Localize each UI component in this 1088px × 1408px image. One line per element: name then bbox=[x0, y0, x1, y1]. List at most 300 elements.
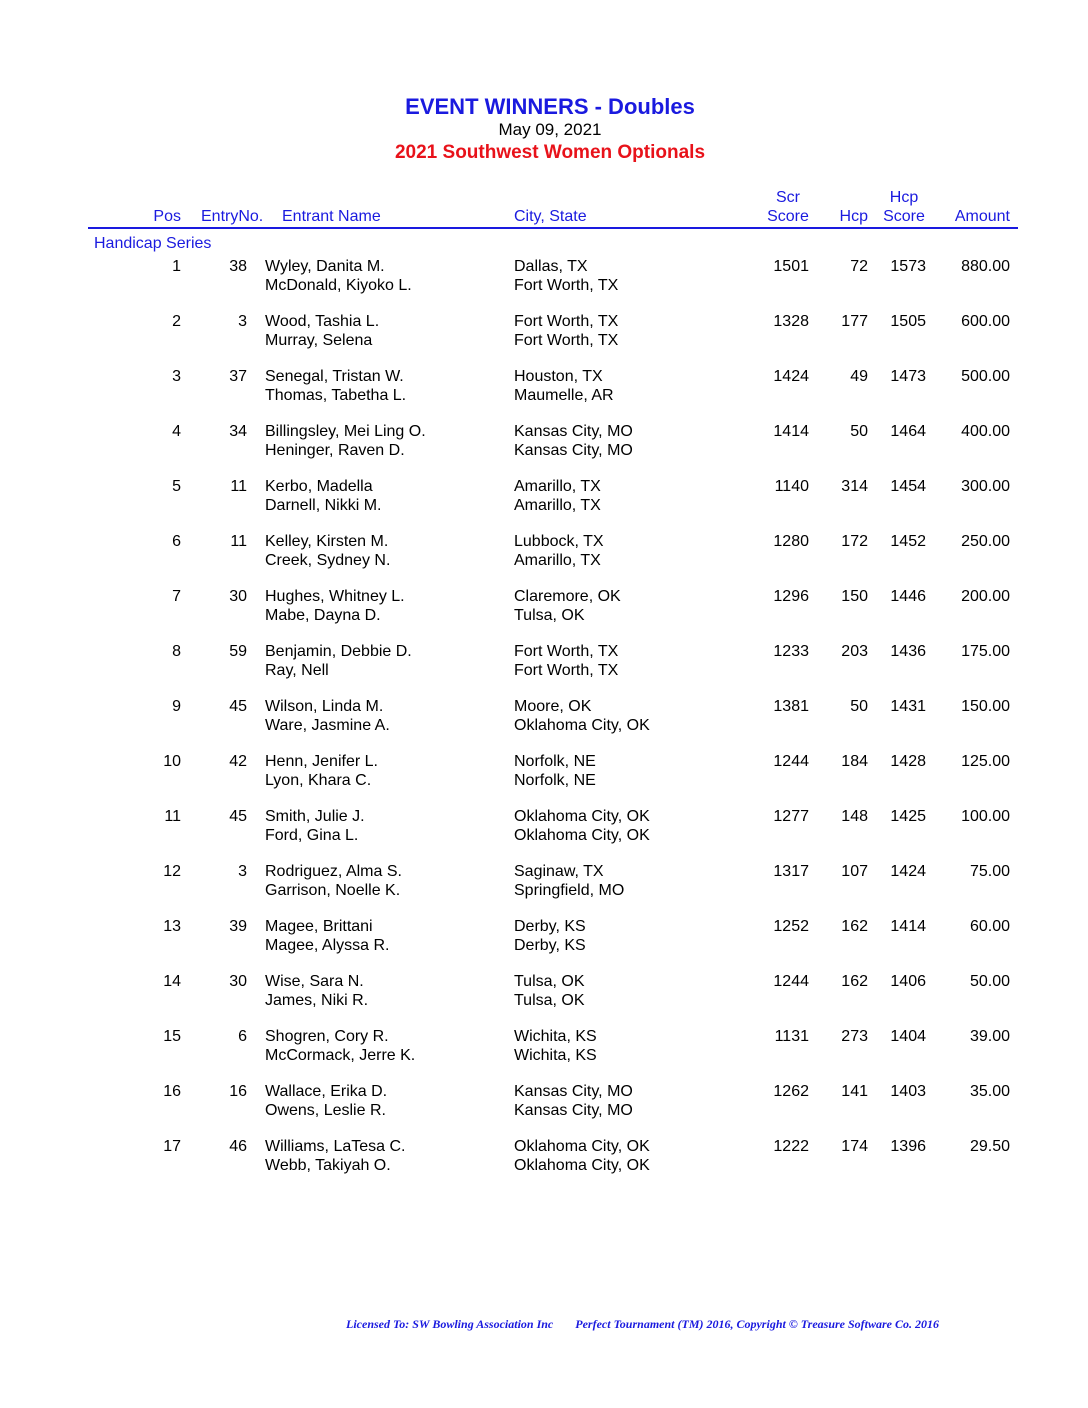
cell-city-state-line: Fort Worth, TX bbox=[514, 661, 619, 679]
cell-hcp-score bbox=[890, 533, 926, 552]
cell-pos bbox=[163, 973, 181, 992]
cell-pos-line: 16 bbox=[163, 1083, 181, 1100]
cell-entrant-names-line: Shogren, Cory R. bbox=[265, 1028, 389, 1045]
col-header-scr-bottom: Score bbox=[767, 208, 809, 225]
cell-entrant-names-line: Lyon, Khara C. bbox=[265, 771, 372, 789]
cell-city-state bbox=[514, 588, 621, 625]
cell-city-state bbox=[514, 808, 650, 845]
cell-entry-no bbox=[230, 533, 247, 552]
cell-pos-line: 8 bbox=[172, 643, 181, 660]
cell-city-state-line: Moore, OK bbox=[514, 698, 592, 715]
cell-hcp bbox=[841, 588, 868, 607]
footer bbox=[346, 1317, 939, 1332]
cell-city-state-line: Amarillo, TX bbox=[514, 496, 601, 514]
cell-pos-line: 2 bbox=[172, 313, 181, 330]
cell-hcp-score bbox=[890, 313, 926, 332]
cell-hcp-line: 177 bbox=[841, 313, 868, 330]
event-date: May 09, 2021 bbox=[498, 120, 602, 139]
cell-amount bbox=[961, 258, 1010, 277]
cell-pos-line: 10 bbox=[163, 753, 181, 770]
table-row bbox=[0, 313, 1088, 353]
cell-entry-no-line: 45 bbox=[229, 808, 247, 825]
cell-scr-score-line: 1252 bbox=[773, 918, 809, 935]
section-label: Handicap Series bbox=[94, 235, 212, 252]
cell-hcp bbox=[841, 753, 868, 772]
cell-entrant-names-line: Ware, Jasmine A. bbox=[265, 716, 390, 734]
cell-entry-no-line: 30 bbox=[229, 973, 247, 990]
cell-hcp-score bbox=[890, 643, 926, 662]
cell-city-state bbox=[514, 1138, 650, 1175]
cell-city-state-line: Amarillo, TX bbox=[514, 478, 601, 495]
cell-hcp-score-line: 1404 bbox=[890, 1028, 926, 1045]
cell-city-state-line: Kansas City, MO bbox=[514, 441, 633, 459]
cell-city-state-line: Fort Worth, TX bbox=[514, 331, 619, 349]
cell-hcp-line: 162 bbox=[841, 918, 868, 935]
cell-entry-no-line: 37 bbox=[229, 368, 247, 385]
cell-hcp-score-line: 1446 bbox=[890, 588, 926, 605]
cell-scr-score-line: 1277 bbox=[773, 808, 809, 825]
cell-hcp-score-line: 1424 bbox=[890, 863, 926, 880]
cell-city-state-line: Kansas City, MO bbox=[514, 1101, 633, 1119]
cell-city-state bbox=[514, 698, 650, 735]
cell-entrant-names-line: Thomas, Tabetha L. bbox=[265, 386, 407, 404]
cell-entrant-names bbox=[265, 423, 426, 460]
col-header-hcpscore-top: Hcp bbox=[889, 189, 919, 206]
cell-city-state-line: Amarillo, TX bbox=[514, 551, 601, 569]
cell-scr-score-line: 1328 bbox=[773, 313, 809, 330]
table-row bbox=[0, 258, 1088, 298]
cell-amount bbox=[961, 423, 1010, 442]
cell-pos bbox=[172, 698, 181, 717]
cell-hcp-line: 203 bbox=[841, 643, 868, 660]
cell-entrant-names bbox=[265, 918, 390, 955]
cell-amount bbox=[961, 313, 1010, 332]
cell-amount-line: 200.00 bbox=[961, 588, 1010, 605]
cell-entrant-names bbox=[265, 313, 379, 350]
cell-city-state-line: Oklahoma City, OK bbox=[514, 826, 650, 844]
cell-city-state-line: Lubbock, TX bbox=[514, 533, 604, 550]
cell-hcp-score-line: 1573 bbox=[890, 258, 926, 275]
cell-city-state bbox=[514, 313, 618, 350]
col-header-entry: EntryNo. bbox=[201, 208, 264, 225]
cell-city-state-line: Oklahoma City, OK bbox=[514, 1156, 650, 1174]
cell-entrant-names bbox=[265, 808, 365, 845]
cell-entry-no bbox=[238, 313, 247, 332]
cell-city-state bbox=[514, 1028, 597, 1065]
cell-entry-no-line: 11 bbox=[230, 478, 247, 495]
cell-amount bbox=[961, 588, 1010, 607]
cell-entrant-names-line: McCormack, Jerre K. bbox=[265, 1046, 416, 1064]
cell-hcp-score bbox=[890, 973, 926, 992]
cell-hcp-score bbox=[890, 368, 926, 387]
cell-scr-score bbox=[773, 1083, 809, 1102]
cell-hcp-line: 172 bbox=[841, 533, 868, 550]
cell-city-state bbox=[514, 258, 618, 295]
cell-city-state-line: Fort Worth, TX bbox=[514, 276, 619, 294]
cell-entrant-names bbox=[265, 368, 406, 405]
cell-hcp-line: 107 bbox=[841, 863, 868, 880]
page-title: EVENT WINNERS - Doubles bbox=[405, 94, 695, 119]
cell-entry-no bbox=[229, 698, 247, 717]
cell-city-state bbox=[514, 863, 624, 900]
cell-scr-score bbox=[773, 918, 809, 937]
cell-pos-line: 7 bbox=[172, 588, 181, 605]
table-row bbox=[0, 368, 1088, 408]
cell-hcp bbox=[850, 423, 868, 442]
cell-entry-no-line: 3 bbox=[238, 863, 247, 880]
cell-hcp-score bbox=[890, 1083, 926, 1102]
cell-hcp-score-line: 1414 bbox=[890, 918, 926, 935]
cell-hcp-score bbox=[890, 478, 926, 497]
cell-city-state-line: Tulsa, OK bbox=[514, 973, 585, 990]
cell-hcp-score-line: 1406 bbox=[890, 973, 926, 990]
cell-city-state bbox=[514, 1083, 633, 1120]
cell-city-state-line: Derby, KS bbox=[514, 936, 586, 954]
cell-pos bbox=[172, 588, 181, 607]
cell-entry-no bbox=[229, 1138, 247, 1157]
cell-amount bbox=[961, 368, 1010, 387]
cell-hcp bbox=[841, 973, 868, 992]
cell-scr-score bbox=[775, 478, 809, 497]
cell-entrant-names bbox=[265, 478, 381, 515]
cell-entrant-names-line: Mabe, Dayna D. bbox=[265, 606, 381, 624]
cell-entrant-names bbox=[265, 1138, 405, 1175]
cell-scr-score-line: 1501 bbox=[773, 258, 809, 275]
cell-city-state-line: Wichita, KS bbox=[514, 1046, 597, 1064]
cell-pos-line: 5 bbox=[172, 478, 181, 495]
cell-entrant-names bbox=[265, 698, 390, 735]
cell-scr-score-line: 1244 bbox=[773, 973, 809, 990]
cell-hcp-score bbox=[890, 423, 926, 442]
cell-amount-line: 50.00 bbox=[969, 973, 1010, 990]
cell-entrant-names-line: Magee, Brittani bbox=[265, 918, 373, 935]
cell-entry-no bbox=[229, 643, 247, 662]
cell-city-state-line: Derby, KS bbox=[514, 918, 586, 935]
cell-scr-score-line: 1140 bbox=[774, 478, 809, 495]
cell-hcp-score-line: 1431 bbox=[890, 698, 926, 715]
cell-amount bbox=[970, 918, 1010, 937]
cell-entrant-names-line: Hughes, Whitney L. bbox=[265, 588, 405, 605]
cell-scr-score bbox=[773, 643, 809, 662]
cell-scr-score-line: 1381 bbox=[773, 698, 809, 715]
cell-pos bbox=[164, 808, 181, 827]
table-row bbox=[0, 588, 1088, 628]
cell-hcp bbox=[850, 258, 868, 277]
cell-entrant-names bbox=[265, 973, 368, 1010]
col-header-hcpscore-bottom: Score bbox=[883, 208, 925, 225]
col-header-hcp: Hcp bbox=[839, 208, 868, 225]
cell-pos-line: 13 bbox=[163, 918, 181, 935]
cell-entrant-names-line: James, Niki R. bbox=[265, 991, 369, 1009]
col-header-scr-top: Scr bbox=[776, 189, 800, 206]
cell-entrant-names-line: Heninger, Raven D. bbox=[265, 441, 405, 459]
cell-city-state-line: Norfolk, NE bbox=[514, 771, 596, 789]
cell-amount bbox=[961, 753, 1010, 772]
cell-city-state-line: Oklahoma City, OK bbox=[514, 808, 650, 825]
cell-scr-score-line: 1233 bbox=[773, 643, 809, 660]
cell-entry-no-line: 6 bbox=[238, 1028, 247, 1045]
cell-amount-line: 75.00 bbox=[969, 863, 1010, 880]
cell-amount bbox=[961, 478, 1010, 497]
cell-hcp-line: 141 bbox=[841, 1083, 868, 1100]
cell-city-state-line: Springfield, MO bbox=[514, 881, 625, 899]
cell-entry-no bbox=[229, 1083, 247, 1102]
cell-city-state-line: Kansas City, MO bbox=[514, 1083, 633, 1100]
cell-entrant-names-line: Henn, Jenifer L. bbox=[265, 753, 378, 770]
table-row bbox=[0, 533, 1088, 573]
cell-hcp bbox=[850, 368, 868, 387]
cell-amount bbox=[961, 808, 1010, 827]
table-row bbox=[0, 753, 1088, 793]
cell-city-state-line: Tulsa, OK bbox=[514, 991, 585, 1009]
cell-hcp-line: 50 bbox=[850, 423, 868, 440]
cell-entry-no-line: 46 bbox=[229, 1138, 247, 1155]
cell-pos bbox=[163, 1138, 181, 1157]
table-row bbox=[0, 808, 1088, 848]
cell-amount-line: 250.00 bbox=[961, 533, 1010, 550]
table-row bbox=[0, 1083, 1088, 1123]
cell-entrant-names bbox=[265, 753, 378, 790]
cell-pos-line: 14 bbox=[163, 973, 181, 990]
cell-hcp-score bbox=[890, 863, 926, 882]
cell-hcp bbox=[841, 918, 868, 937]
cell-entrant-names-line: Webb, Takiyah O. bbox=[265, 1156, 391, 1174]
cell-entrant-names-line: Wallace, Erika D. bbox=[265, 1083, 388, 1100]
header-divider bbox=[88, 227, 1018, 229]
cell-hcp-score bbox=[890, 698, 926, 717]
cell-entry-no-line: 3 bbox=[238, 313, 247, 330]
cell-pos bbox=[172, 643, 181, 662]
cell-city-state-line: Tulsa, OK bbox=[514, 606, 585, 624]
cell-scr-score-line: 1244 bbox=[773, 753, 809, 770]
cell-entrant-names-line: Rodriguez, Alma S. bbox=[265, 863, 402, 880]
cell-amount bbox=[970, 1083, 1010, 1102]
cell-hcp-score bbox=[890, 258, 926, 277]
cell-entry-no bbox=[229, 753, 247, 772]
cell-city-state-line: Oklahoma City, OK bbox=[514, 1138, 650, 1155]
cell-entrant-names-line: Ray, Nell bbox=[265, 661, 329, 679]
cell-entrant-names-line: Billingsley, Mei Ling O. bbox=[265, 423, 426, 440]
cell-pos-line: 11 bbox=[164, 808, 181, 825]
cell-entrant-names bbox=[265, 1083, 387, 1120]
table-row bbox=[0, 698, 1088, 738]
cell-entry-no-line: 39 bbox=[229, 918, 247, 935]
cell-city-state bbox=[514, 423, 633, 460]
cell-hcp-line: 184 bbox=[841, 753, 868, 770]
cell-amount-line: 39.00 bbox=[969, 1028, 1010, 1045]
cell-hcp-score bbox=[890, 808, 926, 827]
cell-pos bbox=[163, 753, 181, 772]
cell-scr-score-line: 1280 bbox=[773, 533, 809, 550]
cell-hcp-score-line: 1436 bbox=[890, 643, 926, 660]
cell-entrant-names-line: Darnell, Nikki M. bbox=[265, 496, 382, 514]
cell-pos bbox=[172, 423, 181, 442]
footer-license: Licensed To: SW Bowling Association Inc bbox=[346, 1317, 554, 1331]
cell-pos bbox=[163, 863, 181, 882]
cell-hcp-score-line: 1454 bbox=[890, 478, 926, 495]
cell-scr-score-line: 1414 bbox=[773, 423, 809, 440]
cell-scr-score bbox=[773, 368, 809, 387]
cell-amount-line: 300.00 bbox=[961, 478, 1010, 495]
cell-city-state-line: Saginaw, TX bbox=[514, 863, 604, 880]
cell-hcp bbox=[841, 808, 868, 827]
cell-city-state bbox=[514, 478, 601, 515]
cell-entrant-names-line: Senegal, Tristan W. bbox=[265, 368, 404, 385]
cell-pos bbox=[172, 258, 181, 277]
cell-hcp bbox=[841, 533, 868, 552]
cell-hcp-score bbox=[890, 918, 926, 937]
cell-entry-no-line: 45 bbox=[229, 698, 247, 715]
table-row bbox=[0, 1138, 1088, 1178]
cell-hcp-score-line: 1452 bbox=[890, 533, 926, 550]
cell-hcp bbox=[841, 863, 868, 882]
cell-hcp-line: 148 bbox=[841, 808, 868, 825]
cell-amount bbox=[961, 533, 1010, 552]
cell-scr-score bbox=[773, 863, 809, 882]
cell-entrant-names bbox=[265, 258, 412, 295]
cell-pos bbox=[163, 1028, 181, 1047]
cell-hcp bbox=[850, 698, 868, 717]
table-row bbox=[0, 643, 1088, 683]
footer-copyright: Perfect Tournament (TM) 2016, Copyright © Treasure Software Co. 2016 bbox=[575, 1317, 940, 1331]
cell-amount-line: 29.50 bbox=[969, 1138, 1010, 1155]
table-row bbox=[0, 423, 1088, 463]
cell-entry-no bbox=[229, 973, 247, 992]
cell-scr-score bbox=[773, 1138, 809, 1157]
cell-hcp-score bbox=[890, 753, 926, 772]
cell-entry-no-line: 11 bbox=[230, 533, 247, 550]
cell-entry-no bbox=[229, 423, 247, 442]
cell-city-state-line: Fort Worth, TX bbox=[514, 643, 619, 660]
table-row bbox=[0, 478, 1088, 518]
cell-amount-line: 150.00 bbox=[961, 698, 1010, 715]
cell-entry-no bbox=[238, 863, 247, 882]
cell-entry-no bbox=[229, 258, 247, 277]
cell-entrant-names bbox=[265, 863, 402, 900]
cell-city-state bbox=[514, 533, 604, 570]
cell-hcp-line: 150 bbox=[841, 588, 868, 605]
col-header-city: City, State bbox=[514, 208, 587, 225]
table-row bbox=[0, 973, 1088, 1013]
cell-entrant-names-line: Magee, Alyssa R. bbox=[265, 936, 390, 954]
cell-amount-line: 125.00 bbox=[961, 753, 1010, 770]
cell-entry-no-line: 16 bbox=[229, 1083, 247, 1100]
cell-amount bbox=[970, 863, 1010, 882]
cell-hcp-line: 49 bbox=[850, 368, 868, 385]
cell-hcp bbox=[841, 1083, 868, 1102]
cell-entrant-names-line: Ford, Gina L. bbox=[265, 826, 359, 844]
cell-pos-line: 12 bbox=[163, 863, 181, 880]
cell-amount bbox=[961, 698, 1010, 717]
col-header-name: Entrant Name bbox=[282, 208, 381, 225]
cell-hcp bbox=[841, 478, 868, 497]
cell-pos bbox=[172, 368, 181, 387]
cell-city-state-line: Claremore, OK bbox=[514, 588, 621, 605]
cell-pos-line: 9 bbox=[172, 698, 181, 715]
cell-hcp-line: 273 bbox=[841, 1028, 868, 1045]
cell-pos bbox=[172, 478, 181, 497]
cell-entrant-names-line: Kelley, Kirsten M. bbox=[265, 533, 389, 550]
cell-hcp-line: 314 bbox=[841, 478, 868, 495]
cell-hcp-line: 174 bbox=[841, 1138, 868, 1155]
cell-entry-no bbox=[229, 588, 247, 607]
cell-pos-line: 6 bbox=[172, 533, 181, 550]
cell-hcp bbox=[841, 1028, 868, 1047]
cell-entry-no-line: 42 bbox=[229, 753, 247, 770]
cell-amount-line: 60.00 bbox=[969, 918, 1010, 935]
col-header-pos: Pos bbox=[153, 208, 181, 225]
cell-scr-score bbox=[773, 753, 809, 772]
cell-hcp-score-line: 1464 bbox=[890, 423, 926, 440]
cell-hcp-score-line: 1425 bbox=[890, 808, 926, 825]
cell-entrant-names-line: Williams, LaTesa C. bbox=[265, 1138, 406, 1155]
cell-scr-score bbox=[775, 1028, 809, 1047]
cell-city-state bbox=[514, 753, 596, 790]
cell-pos-line: 15 bbox=[163, 1028, 181, 1045]
cell-pos bbox=[172, 313, 181, 332]
cell-pos-line: 17 bbox=[163, 1138, 181, 1155]
cell-hcp-score-line: 1396 bbox=[890, 1138, 926, 1155]
tournament-name: 2021 Southwest Women Optionals bbox=[394, 142, 706, 163]
cell-hcp-score-line: 1428 bbox=[890, 753, 926, 770]
cell-hcp-line: 50 bbox=[850, 698, 868, 715]
cell-entrant-names-line: Wilson, Linda M. bbox=[265, 698, 384, 715]
cell-amount-line: 175.00 bbox=[961, 643, 1010, 660]
cell-hcp-score bbox=[890, 588, 926, 607]
cell-pos-line: 4 bbox=[172, 423, 181, 440]
cell-scr-score bbox=[773, 588, 809, 607]
cell-amount bbox=[961, 643, 1010, 662]
cell-hcp-score-line: 1403 bbox=[890, 1083, 926, 1100]
cell-scr-score bbox=[773, 423, 809, 442]
cell-scr-score-line: 1296 bbox=[773, 588, 809, 605]
cell-hcp-line: 162 bbox=[841, 973, 868, 990]
cell-scr-score bbox=[773, 313, 809, 332]
cell-pos bbox=[163, 1083, 181, 1102]
cell-scr-score-line: 1131 bbox=[774, 1028, 809, 1045]
cell-scr-score bbox=[773, 533, 809, 552]
cell-city-state-line: Oklahoma City, OK bbox=[514, 716, 650, 734]
cell-entrant-names bbox=[265, 1028, 415, 1065]
cell-amount bbox=[970, 973, 1010, 992]
cell-entry-no-line: 30 bbox=[229, 588, 247, 605]
cell-scr-score bbox=[773, 698, 809, 717]
table-row bbox=[0, 1028, 1088, 1068]
cell-amount bbox=[970, 1028, 1010, 1047]
cell-entry-no bbox=[229, 918, 247, 937]
cell-entrant-names-line: Murray, Selena bbox=[265, 331, 373, 349]
cell-entrant-names bbox=[265, 533, 390, 570]
cell-city-state-line: Houston, TX bbox=[514, 368, 603, 385]
cell-entry-no bbox=[229, 808, 247, 827]
cell-scr-score-line: 1317 bbox=[773, 863, 809, 880]
cell-city-state bbox=[514, 643, 618, 680]
cell-entry-no-line: 38 bbox=[229, 258, 247, 275]
cell-entry-no bbox=[238, 1028, 247, 1047]
cell-pos-line: 1 bbox=[172, 258, 181, 275]
cell-hcp bbox=[841, 643, 868, 662]
cell-city-state-line: Norfolk, NE bbox=[514, 753, 596, 770]
cell-entrant-names-line: Benjamin, Debbie D. bbox=[265, 643, 412, 660]
cell-hcp-score bbox=[890, 1138, 926, 1157]
cell-entrant-names bbox=[265, 588, 405, 625]
cell-amount-line: 100.00 bbox=[961, 808, 1010, 825]
cell-scr-score bbox=[773, 808, 809, 827]
cell-hcp bbox=[841, 1138, 868, 1157]
cell-city-state bbox=[514, 918, 586, 955]
cell-amount-line: 500.00 bbox=[961, 368, 1010, 385]
cell-scr-score-line: 1424 bbox=[773, 368, 809, 385]
